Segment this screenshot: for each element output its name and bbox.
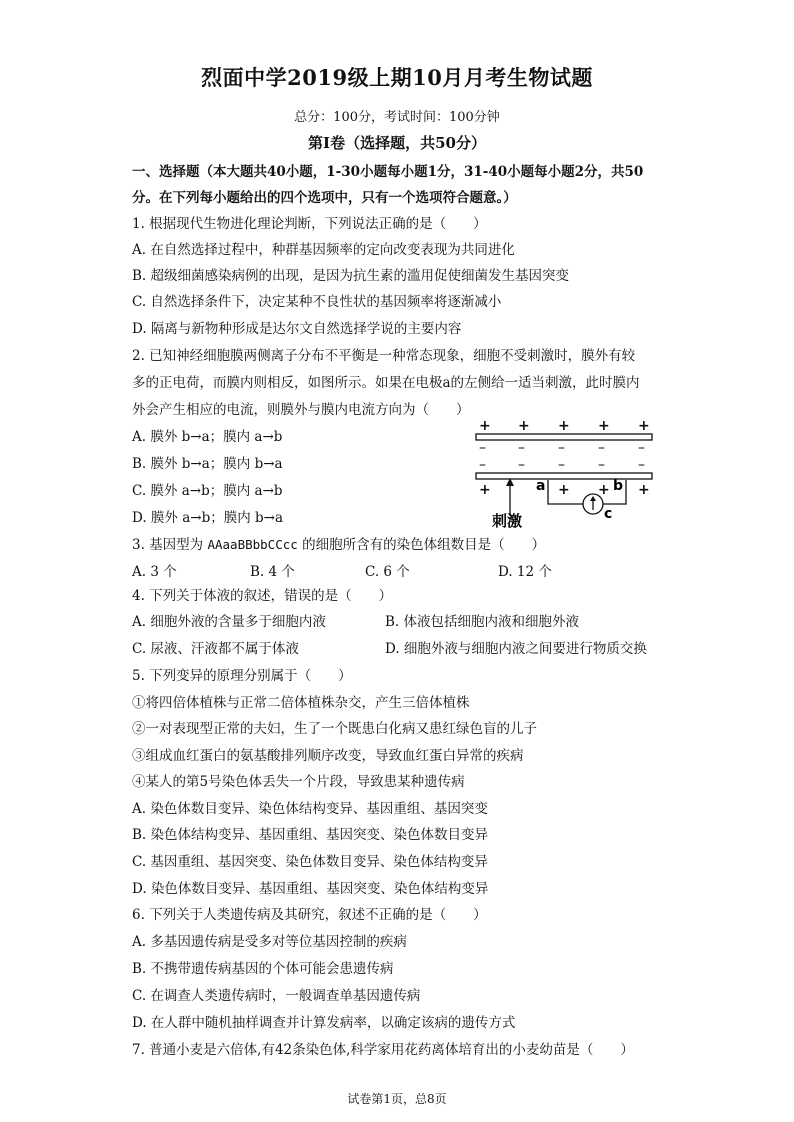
q2-stem-line3: 外会产生相应的电流，则膜外与膜内电流方向为（ ） — [132, 402, 470, 418]
plus-sign: + — [598, 418, 610, 434]
minus-sign: – — [518, 457, 525, 473]
part-title: 第Ⅰ卷（选择题，共50分） — [308, 134, 486, 152]
exam-title: 烈面中学2019级上期10月月考生物试题 — [201, 65, 593, 90]
plus-sign: + — [479, 418, 491, 434]
plus-sign: + — [638, 482, 650, 498]
q1-option-a: A. 在自然选择过程中，种群基因频率的定向改变表现为共同进化 — [132, 242, 515, 258]
q3-stem — [132, 536, 545, 554]
q7-stem: 7. 普通小麦是六倍体,有42条染色体,科学家用花药离体培育出的小麦幼苗是（ ） — [132, 1042, 634, 1058]
q5-option-d: D. 染色体数目变异、基因重组、基因突变、染色体结构变异 — [132, 881, 489, 897]
q1-option-d: D. 隔离与新物种形成是达尔文自然选择学说的主要内容 — [132, 321, 462, 337]
score-info: 总分：100分，考试时间：100分钟 — [294, 110, 500, 125]
plus-sign: + — [558, 482, 570, 498]
meter-c-label: c — [604, 506, 613, 522]
page-footer: 试卷第1页，总8页 — [347, 1092, 447, 1106]
q1-option-b: B. 超级细菌感染病例的出现，是因为抗生素的滥用促使细菌发生基因突变 — [132, 268, 570, 284]
q2-option-c: C. 膜外 a→b；膜内 a→b — [132, 483, 283, 499]
plus-sign: + — [638, 418, 650, 434]
q5-option-c: C. 基因重组、基因突变、染色体数目变异、染色体结构变异 — [132, 854, 488, 870]
plus-sign: + — [558, 418, 570, 434]
plus-sign: + — [598, 482, 610, 498]
q3-genotype: AAaaBBbbCCcc — [207, 537, 298, 552]
section-heading-line2: 分。在下列每小题给出的四个选项中，只有一个选项符合题意。） — [132, 190, 517, 206]
electrode-b-label: b — [613, 478, 624, 494]
electrode-a-label: a — [536, 478, 546, 494]
q1-option-c: C. 自然选择条件下，决定某种不良性状的基因频率将逐渐减小 — [132, 294, 502, 310]
minus-sign: – — [638, 457, 645, 473]
q4-option-c: C. 尿液、汗液都不属于体液 — [132, 641, 299, 657]
q3-option-c: C. 6 个 — [365, 564, 410, 580]
q2-option-a: A. 膜外 b→a；膜内 a→b — [132, 429, 283, 445]
q4-option-d: D. 细胞外液与细胞内液之间要进行物质交换 — [385, 641, 647, 657]
q6-option-b: B. 不携带遗传病基因的个体可能会患遗传病 — [132, 961, 394, 977]
stimulus-label: 刺激 — [492, 512, 523, 528]
q6-option-a: A. 多基因遗传病是受多对等位基因控制的疾病 — [132, 934, 407, 950]
minus-sign: – — [638, 440, 645, 456]
minus-sign: – — [558, 440, 565, 456]
minus-sign: – — [598, 457, 605, 473]
q5-item-2: ②一对表现型正常的夫妇，生了一个既患白化病又患红绿色盲的儿子 — [132, 721, 537, 737]
q5-item-1: ①将四倍体植株与正常二倍体植株杂交，产生三倍体植株 — [132, 695, 470, 711]
q3-option-b: B. 4 个 — [250, 564, 295, 580]
q5-item-3: ③组成血红蛋白的氨基酸排列顺序改变，导致血红蛋白异常的疾病 — [132, 748, 524, 764]
plus-sign: + — [518, 418, 530, 434]
q5-item-4: ④某人的第5号染色体丢失一个片段，导致患某种遗传病 — [132, 774, 465, 790]
q3-stem-prefix: 3. 基因型为 — [132, 537, 208, 553]
q4-stem: 4. 下列关于体液的叙述，错误的是（ ） — [132, 588, 393, 604]
q5-option-b: B. 染色体结构变异、基因重组、基因突变、染色体数目变异 — [132, 827, 489, 843]
q2-stem-line1: 2. 已知神经细胞膜两侧离子分布不平衡是一种常态现象，细胞不受刺激时，膜外有较 — [132, 348, 636, 364]
q2-stem-line2: 多的正电荷，而膜内则相反，如图所示。如果在电极a的左侧给一适当刺激，此时膜内 — [132, 375, 640, 391]
minus-sign: – — [479, 440, 486, 456]
membrane-diagram — [470, 416, 660, 528]
minus-sign: – — [518, 440, 525, 456]
q3-option-a: A. 3 个 — [132, 564, 177, 580]
q1-stem: 1. 根据现代生物进化理论判断，下列说法正确的是（ ） — [132, 216, 487, 232]
q5-option-a: A. 染色体数目变异、染色体结构变异、基因重组、基因突变 — [132, 801, 488, 817]
minus-sign: – — [598, 440, 605, 456]
q2-option-b: B. 膜外 b→a；膜内 b→a — [132, 456, 283, 472]
q2-option-d: D. 膜外 a→b；膜内 b→a — [132, 510, 284, 526]
q5-stem: 5. 下列变异的原理分别属于（ ） — [132, 668, 352, 684]
q6-option-d: D. 在人群中随机抽样调查并计算发病率，以确定该病的遗传方式 — [132, 1015, 516, 1031]
plus-sign: + — [479, 482, 491, 498]
minus-sign: – — [479, 457, 486, 473]
q6-stem: 6. 下列关于人类遗传病及其研究，叙述不正确的是（ ） — [132, 907, 487, 923]
q6-option-c: C. 在调查人类遗传病时，一般调查单基因遗传病 — [132, 988, 421, 1004]
q4-option-b: B. 体液包括细胞内液和细胞外液 — [385, 614, 580, 630]
q3-stem-suffix: 的细胞所含有的染色体组数目是（ ） — [297, 537, 546, 553]
q3-option-d: D. 12 个 — [498, 564, 552, 580]
minus-sign: – — [558, 457, 565, 473]
section-heading-line1: 一、选择题（本大题共40小题，1-30小题每小题1分，31-40小题每小题2分，共50 — [132, 164, 644, 180]
q4-option-a: A. 细胞外液的含量多于细胞内液 — [132, 614, 326, 630]
